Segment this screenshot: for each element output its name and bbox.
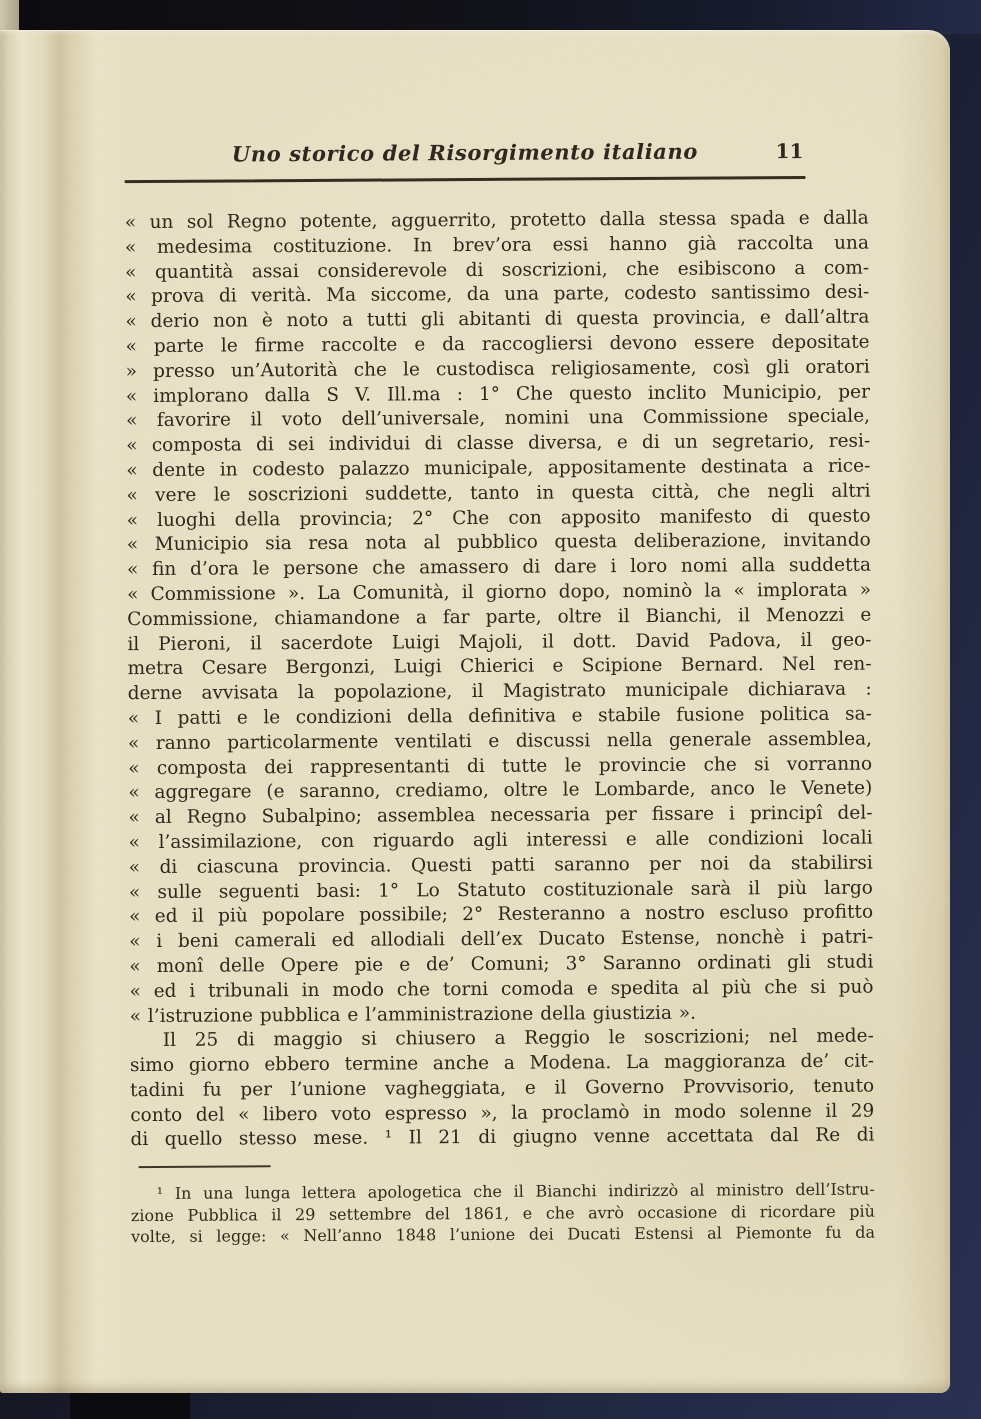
text-line: « aggregare (e saranno, crediamo, oltre le Lombarde, anco le Venete) bbox=[128, 777, 873, 804]
text-line: « monî delle Opere pie e de’ Comuni; 3° Saranno ordinati gli studi bbox=[129, 951, 874, 978]
page-content bbox=[0, 28, 955, 1396]
text-line: « vere le soscrizioni suddette, tanto in questa città, che negli altri bbox=[126, 480, 871, 506]
text-line: tadini fu per l’unione vagheggiata, e il Governo Provvisorio, tenuto bbox=[130, 1075, 875, 1102]
footnote-rule bbox=[139, 1165, 271, 1168]
text-line: « Commissione ». La Comunità, il giorno dopo, nominò la « implorata » bbox=[127, 579, 872, 606]
text-line: « Municipio sia resa nota al pubblico questa deliberazione, invitando bbox=[126, 529, 871, 556]
text-line: Commissione, chiamandone a far parte, oltre il Bianchi, il Menozzi e bbox=[127, 604, 872, 630]
text-line: « composta di sei individui di classe diversa, e di un segretario, resi- bbox=[126, 430, 871, 457]
text-line: di quello stesso mese. ¹ Il 21 di giugno venne accettata dal Re di bbox=[130, 1125, 875, 1151]
text-line: Il 25 di maggio si chiusero a Reggio le soscrizioni; nel mede- bbox=[162, 1025, 874, 1052]
text-line: « parte le firme raccolte e da raccogliersi devono essere depositate bbox=[125, 331, 870, 358]
text-line: « di ciascuna provincia. Questi patti saranno per noi da stabilirsi bbox=[128, 852, 873, 878]
running-title: Uno storico del Risorgimento italiano bbox=[231, 138, 699, 167]
text-line: « prova di verità. Ma siccome, da una parte, codesto santissimo desi- bbox=[125, 281, 870, 308]
text-line: « ed i tribunali in modo che torni comoda e spedita al più che si può bbox=[129, 976, 874, 1002]
text-line: il Pieroni, il sacerdote Luigi Majoli, il dott. David Padova, il geo- bbox=[127, 629, 872, 655]
text-line: « sulle seguenti basi: 1° Lo Statuto costituzionale sarà il più largo bbox=[128, 877, 873, 903]
footnote-line: ¹ In una lunga lettera apologetica che il Bianchi indirizzò al ministro dell’Istru- bbox=[156, 1179, 875, 1203]
body-text bbox=[125, 207, 875, 1154]
text-line: derne avvisata la popolazione, il Magistrato municipale dichiarava : bbox=[127, 678, 872, 705]
footnote bbox=[131, 1179, 875, 1248]
text-line: » presso un’Autorità che le custodisca religiosamente, così gli oratori bbox=[125, 356, 870, 382]
text-line: « implorano dalla S V. Ill.ma : 1° Che questo inclito Municipio, per bbox=[125, 381, 870, 407]
footnote-line: volte, si legge: « Nell’anno 1848 l’unione dei Ducati Estensi al Piemonte fu da bbox=[130, 1222, 876, 1247]
text-line: « ranno particolarmente ventilati e discussi nella generale assemblea, bbox=[127, 728, 873, 754]
text-line: conto del « libero voto espresso », la proclamò in modo solenne il 29 bbox=[130, 1100, 875, 1126]
text-line: « i beni camerali ed allodiali dell’ex Ducato Estense, nonchè i patri- bbox=[129, 926, 874, 953]
footnote-line: zione Pubblica il 29 settembre del 1861, e che avrò occasione di ricordare più bbox=[130, 1201, 875, 1225]
text-line: « quantità assai considerevole di soscrizioni, che esibiscono a com- bbox=[125, 257, 870, 283]
text-line: « un sol Regno potente, agguerrito, protetto dalla stessa spada e dalla bbox=[124, 207, 869, 234]
text-line: « fin d’ora le persone che amassero di dare i loro nomi alla suddetta bbox=[126, 554, 872, 581]
text-line: « dente in codesto palazzo municipale, appositamente destinata a rice- bbox=[126, 455, 871, 482]
text-line: « derio non è noto a tutti gli abitanti di questa provincia, e dall’altra bbox=[125, 306, 870, 333]
text-line: « medesima costituzione. In brev’ora essi hanno già raccolta una bbox=[124, 232, 870, 258]
text-line: « I patti e le condizioni della definitiva e stabile fusione politica sa- bbox=[127, 703, 872, 730]
page-header bbox=[124, 138, 805, 178]
book-page bbox=[0, 30, 950, 1393]
text-line: « ed il più popolare possibile; 2° Resteranno a nostro escluso profitto bbox=[129, 901, 874, 928]
text-line: « favorire il voto dell’universale, nomini una Commissione speciale, bbox=[125, 405, 871, 432]
text-line: « l’istruzione pubblica e l’amministrazione della giustizia ». bbox=[129, 1002, 697, 1027]
text-line: « luoghi della provincia; 2° Che con apposito manifesto di questo bbox=[126, 505, 871, 531]
text-line: simo giorno ebbero termine anche a Modena. La maggioranza de’ cit- bbox=[129, 1050, 875, 1077]
page-number: 11 bbox=[775, 138, 804, 164]
text-line: « al Regno Subalpino; assemblea necessaria per fissare i principî del- bbox=[128, 802, 873, 829]
text-line: « composta dei rappresentanti di tutte le provincie che si vorranno bbox=[128, 753, 873, 779]
text-line: metra Cesare Bergonzi, Luigi Chierici e Scipione Bernard. Nel ren- bbox=[127, 653, 872, 680]
text-line: « l’assimilazione, con riguardo agli interessi e alle condizioni locali bbox=[128, 827, 873, 854]
